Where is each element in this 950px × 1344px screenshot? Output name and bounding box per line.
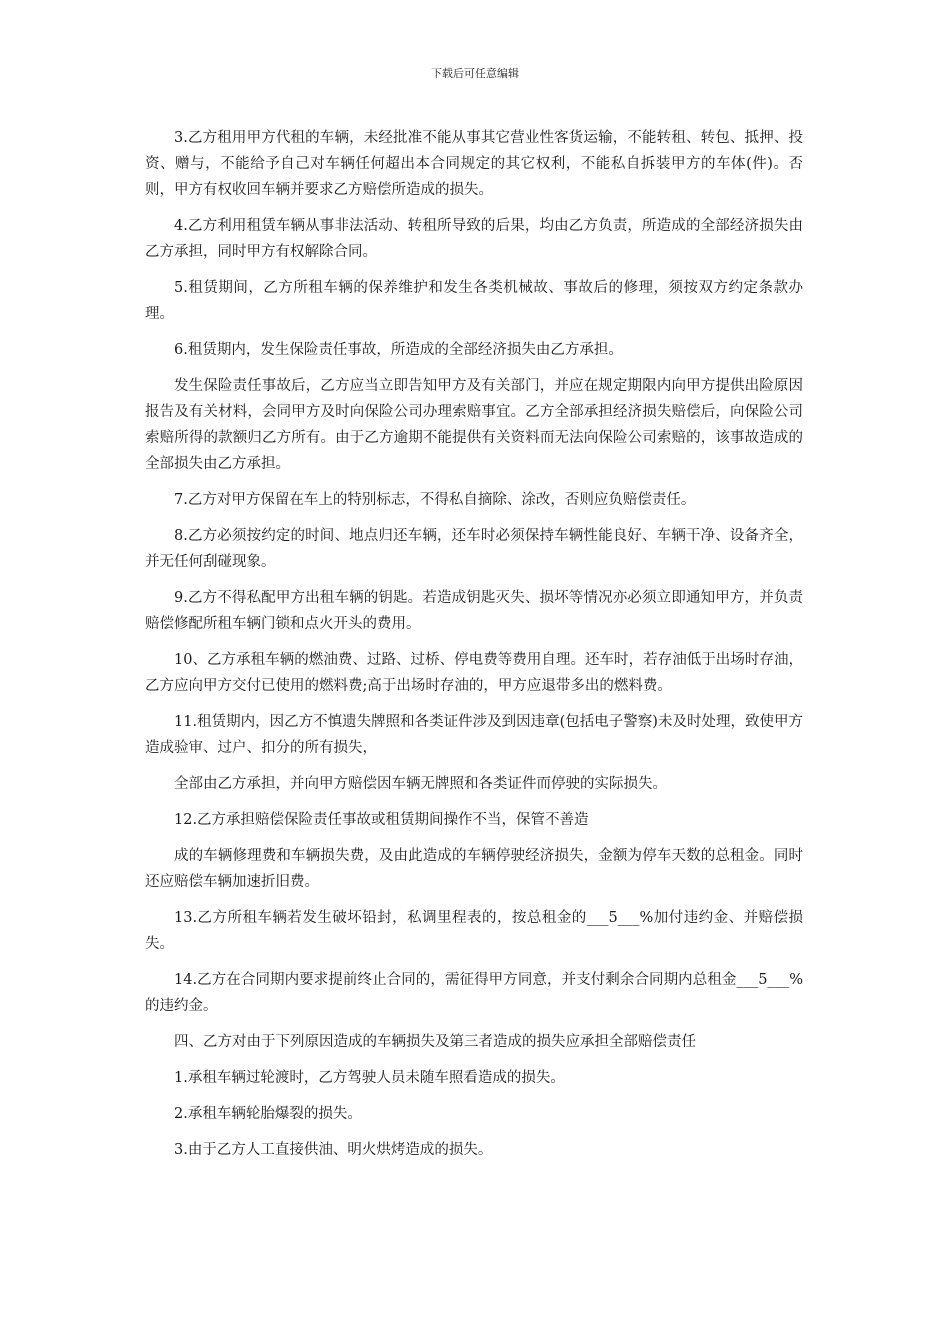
section-4-item-1: 1.承租车辆过轮渡时，乙方驾驶人员未随车照看造成的损失。	[174, 1070, 565, 1086]
document-body	[145, 125, 803, 1173]
clause-13: 13.乙方所租车辆若发生破坏铅封，私调里程表的，按总租金的___5___%加付违约金、并赔偿损失。	[145, 910, 803, 952]
clause-6-detail: 发生保险责任事故后，乙方应当立即告知甲方及有关部门，并应在规定期限内向甲方提供出险原因报告及有关材料，会同甲方及时向保险公司办理索赔事宜。乙方全部承担经济损失赔偿后，向保险公司索赔所得的款额归乙方所有。由于乙方逾期不能提供有关资料而无法向保险公司索赔的，该事故造成的全部损失由乙方承担。	[145, 378, 803, 472]
page-header: 下载后可任意编辑	[431, 67, 519, 80]
section-4-item-2: 2.承租车辆轮胎爆裂的损失。	[174, 1106, 362, 1122]
clause-10: 10、乙方承租车辆的燃油费、过路、过桥、停电费等费用自理。还车时，若存油低于出场时存油，乙方应向甲方交付已使用的燃料费;高于出场时存油的，甲方应退带多出的燃料费。	[145, 652, 803, 694]
clause-5: 5.租赁期间，乙方所租车辆的保养维护和发生各类机械故、事故后的修理，须按双方约定条款办理。	[145, 280, 803, 322]
clause-4: 4.乙方利用租赁车辆从事非法活动、转租所导致的后果，均由乙方负责，所造成的全部经济损失由乙方承担，同时甲方有权解除合同。	[145, 218, 803, 260]
clause-14: 14.乙方在合同期内要求提前终止合同的，需征得甲方同意，并支付剩余合同期内总租金___5___%的违约金。	[145, 972, 803, 1014]
clause-3: 3.乙方租用甲方代租的车辆，未经批准不能从事其它营业性客货运输，不能转租、转包、抵押、投资、赠与，不能给予自己对车辆任何超出本合同规定的其它权利，不能私自拆装甲方的车体(件)。否则，甲方有权收回车辆并要求乙方赔偿所造成的损失。	[145, 130, 803, 198]
clause-7: 7.乙方对甲方保留在车上的特别标志，不得私自摘除、涂改，否则应负赔偿责任。	[174, 492, 696, 508]
clause-11-continued: 全部由乙方承担，并向甲方赔偿因车辆无牌照和各类证件而停驶的实际损失。	[174, 776, 667, 792]
section-4-item-3: 3.由于乙方人工直接供油、明火烘烤造成的损失。	[174, 1142, 493, 1158]
section-4-heading: 四、乙方对由于下列原因造成的车辆损失及第三者造成的损失应承担全部赔偿责任	[174, 1034, 696, 1050]
clause-12: 12.乙方承担赔偿保险责任事故或租赁期间操作不当，保管不善造	[174, 812, 589, 828]
clause-9: 9.乙方不得私配甲方出租车辆的钥匙。若造成钥匙灭失、损坏等情况亦必须立即通知甲方，并负责赔偿修配所租车辆门锁和点火开头的费用。	[145, 590, 803, 632]
clause-11: 11.租赁期内，因乙方不慎遗失牌照和各类证件涉及到因违章(包括电子警察)未及时处理，致使甲方造成验审、过户、扣分的所有损失，	[145, 714, 803, 756]
clause-6: 6.租赁期内，发生保险责任事故，所造成的全部经济损失由乙方承担。	[174, 342, 623, 358]
clause-8: 8.乙方必须按约定的时间、地点归还车辆，还车时必须保持车辆性能良好、车辆干净、设备齐全，并无任何刮碰现象。	[145, 528, 803, 570]
clause-12-continued: 成的车辆修理费和车辆损失费，及由此造成的车辆停驶经济损失，金额为停车天数的总租金。同时还应赔偿车辆加速折旧费。	[145, 848, 803, 890]
